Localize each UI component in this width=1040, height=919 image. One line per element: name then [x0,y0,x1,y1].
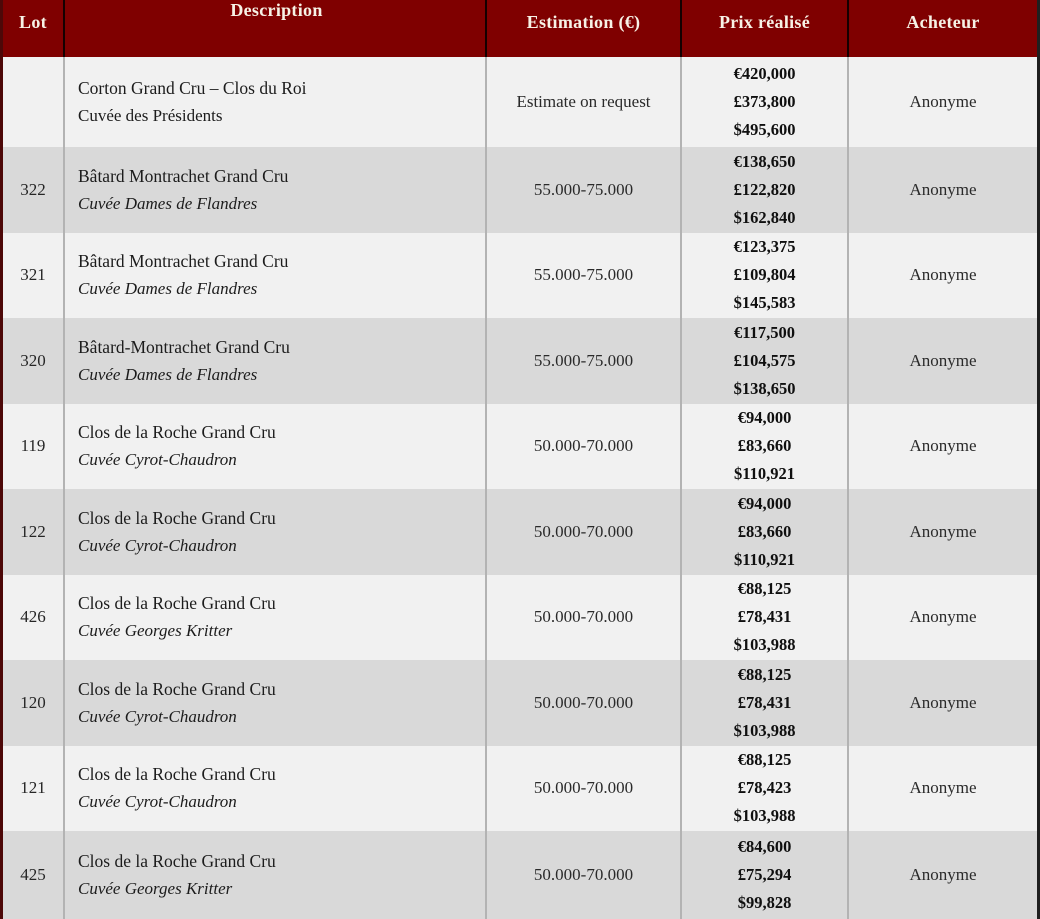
price-eur: €420,000 [733,64,796,83]
lot-number: 426 [20,607,46,627]
description-cell [65,233,487,319]
table-header-row [3,0,1037,57]
realized-price-cell [682,318,849,404]
description-cell [65,57,487,147]
buyer-cell [849,831,1037,919]
table-row [3,404,1037,490]
description-cell [65,831,487,919]
price-gbp: £75,294 [737,865,792,884]
description-title: Clos de la Roche Grand Cru [78,507,276,528]
price-gbp: £78,423 [737,778,792,798]
price-eur: €84,600 [737,837,792,856]
table-row [3,575,1037,661]
estimation-cell [487,233,682,319]
description-title: Bâtard Montrachet Grand Cru [78,165,289,186]
buyer-cell [849,575,1037,661]
price-gbp: £78,431 [737,607,792,627]
realized-price-cell [682,660,849,746]
column-header-acheteur: Acheteur [906,12,980,32]
realized-price-cell [682,746,849,832]
estimation-cell [487,746,682,832]
lot-cell [3,57,65,147]
description-cell [65,147,487,233]
table-row [3,831,1037,919]
description-cell [65,318,487,404]
realized-price-cell [682,404,849,490]
lot-number: 320 [20,350,46,370]
price-usd: $138,650 [733,378,796,398]
description-title: Clos de la Roche Grand Cru [78,851,276,871]
table-row [3,57,1037,147]
lot-number: 119 [20,436,46,456]
estimation-value: 50.000-70.000 [533,778,634,798]
estimation-cell [487,57,682,147]
lot-cell [3,831,65,919]
price-usd: $103,988 [733,720,796,740]
buyer-name: Anonyme [909,265,977,285]
table-row [3,147,1037,233]
price-usd: $103,988 [733,806,796,826]
price-eur: €94,000 [737,493,792,513]
buyer-name: Anonyme [909,92,977,111]
price-usd: $110,921 [734,549,795,569]
estimation-cell [487,318,682,404]
price-eur: €88,125 [737,664,792,684]
realized-price-cell [682,57,849,147]
price-eur: €123,375 [733,237,796,257]
estimation-value: 55.000-75.000 [533,265,634,285]
price-usd: $110,921 [734,464,795,484]
description-title: Corton Grand Cru – Clos du Roi [78,78,307,98]
description-cuvee: Cuvée Georges Kritter [78,879,233,898]
description-title: Bâtard-Montrachet Grand Cru [78,336,290,357]
realized-price-cell [682,575,849,661]
price-eur: €94,000 [737,408,792,428]
price-gbp: £373,800 [733,92,796,111]
lot-cell [3,489,65,575]
description-cell [65,746,487,832]
description-cuvee: Cuvée Cyrot-Chaudron [78,450,237,470]
buyer-name: Anonyme [909,521,977,541]
estimation-value: 50.000-70.000 [533,436,634,456]
price-eur: €88,125 [737,579,792,599]
buyer-cell [849,147,1037,233]
column-header-estimation: Estimation (€) [487,0,682,57]
estimation-value: 50.000-70.000 [533,865,634,884]
lot-number: 321 [20,265,46,285]
realized-price-cell [682,831,849,919]
column-header-lot: Lot [3,0,65,57]
lot-cell [3,575,65,661]
lot-number: 122 [20,521,46,541]
description-cell [65,404,487,490]
realized-price-cell [682,489,849,575]
estimation-cell [487,404,682,490]
estimation-value: Estimate on request [516,92,651,111]
price-gbp: £109,804 [733,265,796,285]
table-body [3,57,1037,919]
lot-number: 425 [20,865,46,884]
table-row [3,489,1037,575]
price-gbp: £122,820 [733,179,796,199]
estimation-cell [487,575,682,661]
price-usd: $162,840 [733,207,796,227]
buyer-name: Anonyme [909,436,977,456]
price-usd: $99,828 [737,893,792,912]
buyer-cell [849,489,1037,575]
estimation-value: 50.000-70.000 [533,692,634,712]
price-gbp: £83,660 [737,436,792,456]
table-row [3,660,1037,746]
description-title: Clos de la Roche Grand Cru [78,593,276,614]
estimation-value: 55.000-75.000 [533,179,634,199]
realized-price-cell [682,233,849,319]
description-title: Clos de la Roche Grand Cru [78,678,276,699]
lot-cell [3,233,65,319]
lot-cell [3,660,65,746]
price-eur: €138,650 [733,151,796,171]
price-usd: $495,600 [733,120,796,139]
lot-cell [3,318,65,404]
lot-cell [3,746,65,832]
price-gbp: £83,660 [737,521,792,541]
description-cuvee: Cuvée Dames de Flandres [78,279,258,299]
description-cuvee: Cuvée Cyrot-Chaudron [78,792,237,812]
description-title: Bâtard Montrachet Grand Cru [78,251,289,272]
table-row [3,233,1037,319]
estimation-cell [487,660,682,746]
buyer-name: Anonyme [909,778,977,798]
price-eur: €117,500 [734,322,795,342]
lot-cell [3,404,65,490]
lot-number: 120 [20,692,46,712]
table-row [3,746,1037,832]
buyer-name: Anonyme [909,692,977,712]
description-cuvee: Cuvée Dames de Flandres [78,193,258,213]
price-gbp: £104,575 [733,350,796,370]
description-title: Clos de la Roche Grand Cru [78,422,276,443]
description-cuvee: Cuvée Cyrot-Chaudron [78,706,237,726]
table-row [3,318,1037,404]
price-eur: €88,125 [737,750,792,770]
buyer-name: Anonyme [909,865,977,884]
buyer-cell [849,404,1037,490]
buyer-cell [849,57,1037,147]
buyer-cell [849,746,1037,832]
lot-number: 121 [20,778,46,798]
description-cuvee: Cuvée Cyrot-Chaudron [78,535,237,555]
price-usd: $103,988 [733,635,796,655]
description-cuvee: Cuvée Georges Kritter [78,621,233,641]
buyer-name: Anonyme [909,179,977,199]
lot-cell [3,147,65,233]
description-title: Clos de la Roche Grand Cru [78,764,276,785]
buyer-cell [849,660,1037,746]
realized-price-cell [682,147,849,233]
description-cell [65,489,487,575]
estimation-cell [487,831,682,919]
buyer-name: Anonyme [909,350,977,370]
lot-number: 322 [20,179,46,199]
column-header-prix-realise: Prix réalisé [682,0,849,57]
estimation-cell [487,489,682,575]
estimation-cell [487,147,682,233]
estimation-value: 55.000-75.000 [533,350,634,370]
description-cuvee: Cuvée Dames de Flandres [78,364,258,384]
price-gbp: £78,431 [737,692,792,712]
buyer-cell [849,233,1037,319]
description-cell [65,660,487,746]
estimation-value: 50.000-70.000 [533,521,634,541]
description-cell [65,575,487,661]
description-cuvee: Cuvée des Présidents [78,106,223,125]
buyer-cell [849,318,1037,404]
buyer-name: Anonyme [909,607,977,627]
column-header-description: Description [65,0,487,57]
price-usd: $145,583 [733,293,796,313]
estimation-value: 50.000-70.000 [533,607,634,627]
